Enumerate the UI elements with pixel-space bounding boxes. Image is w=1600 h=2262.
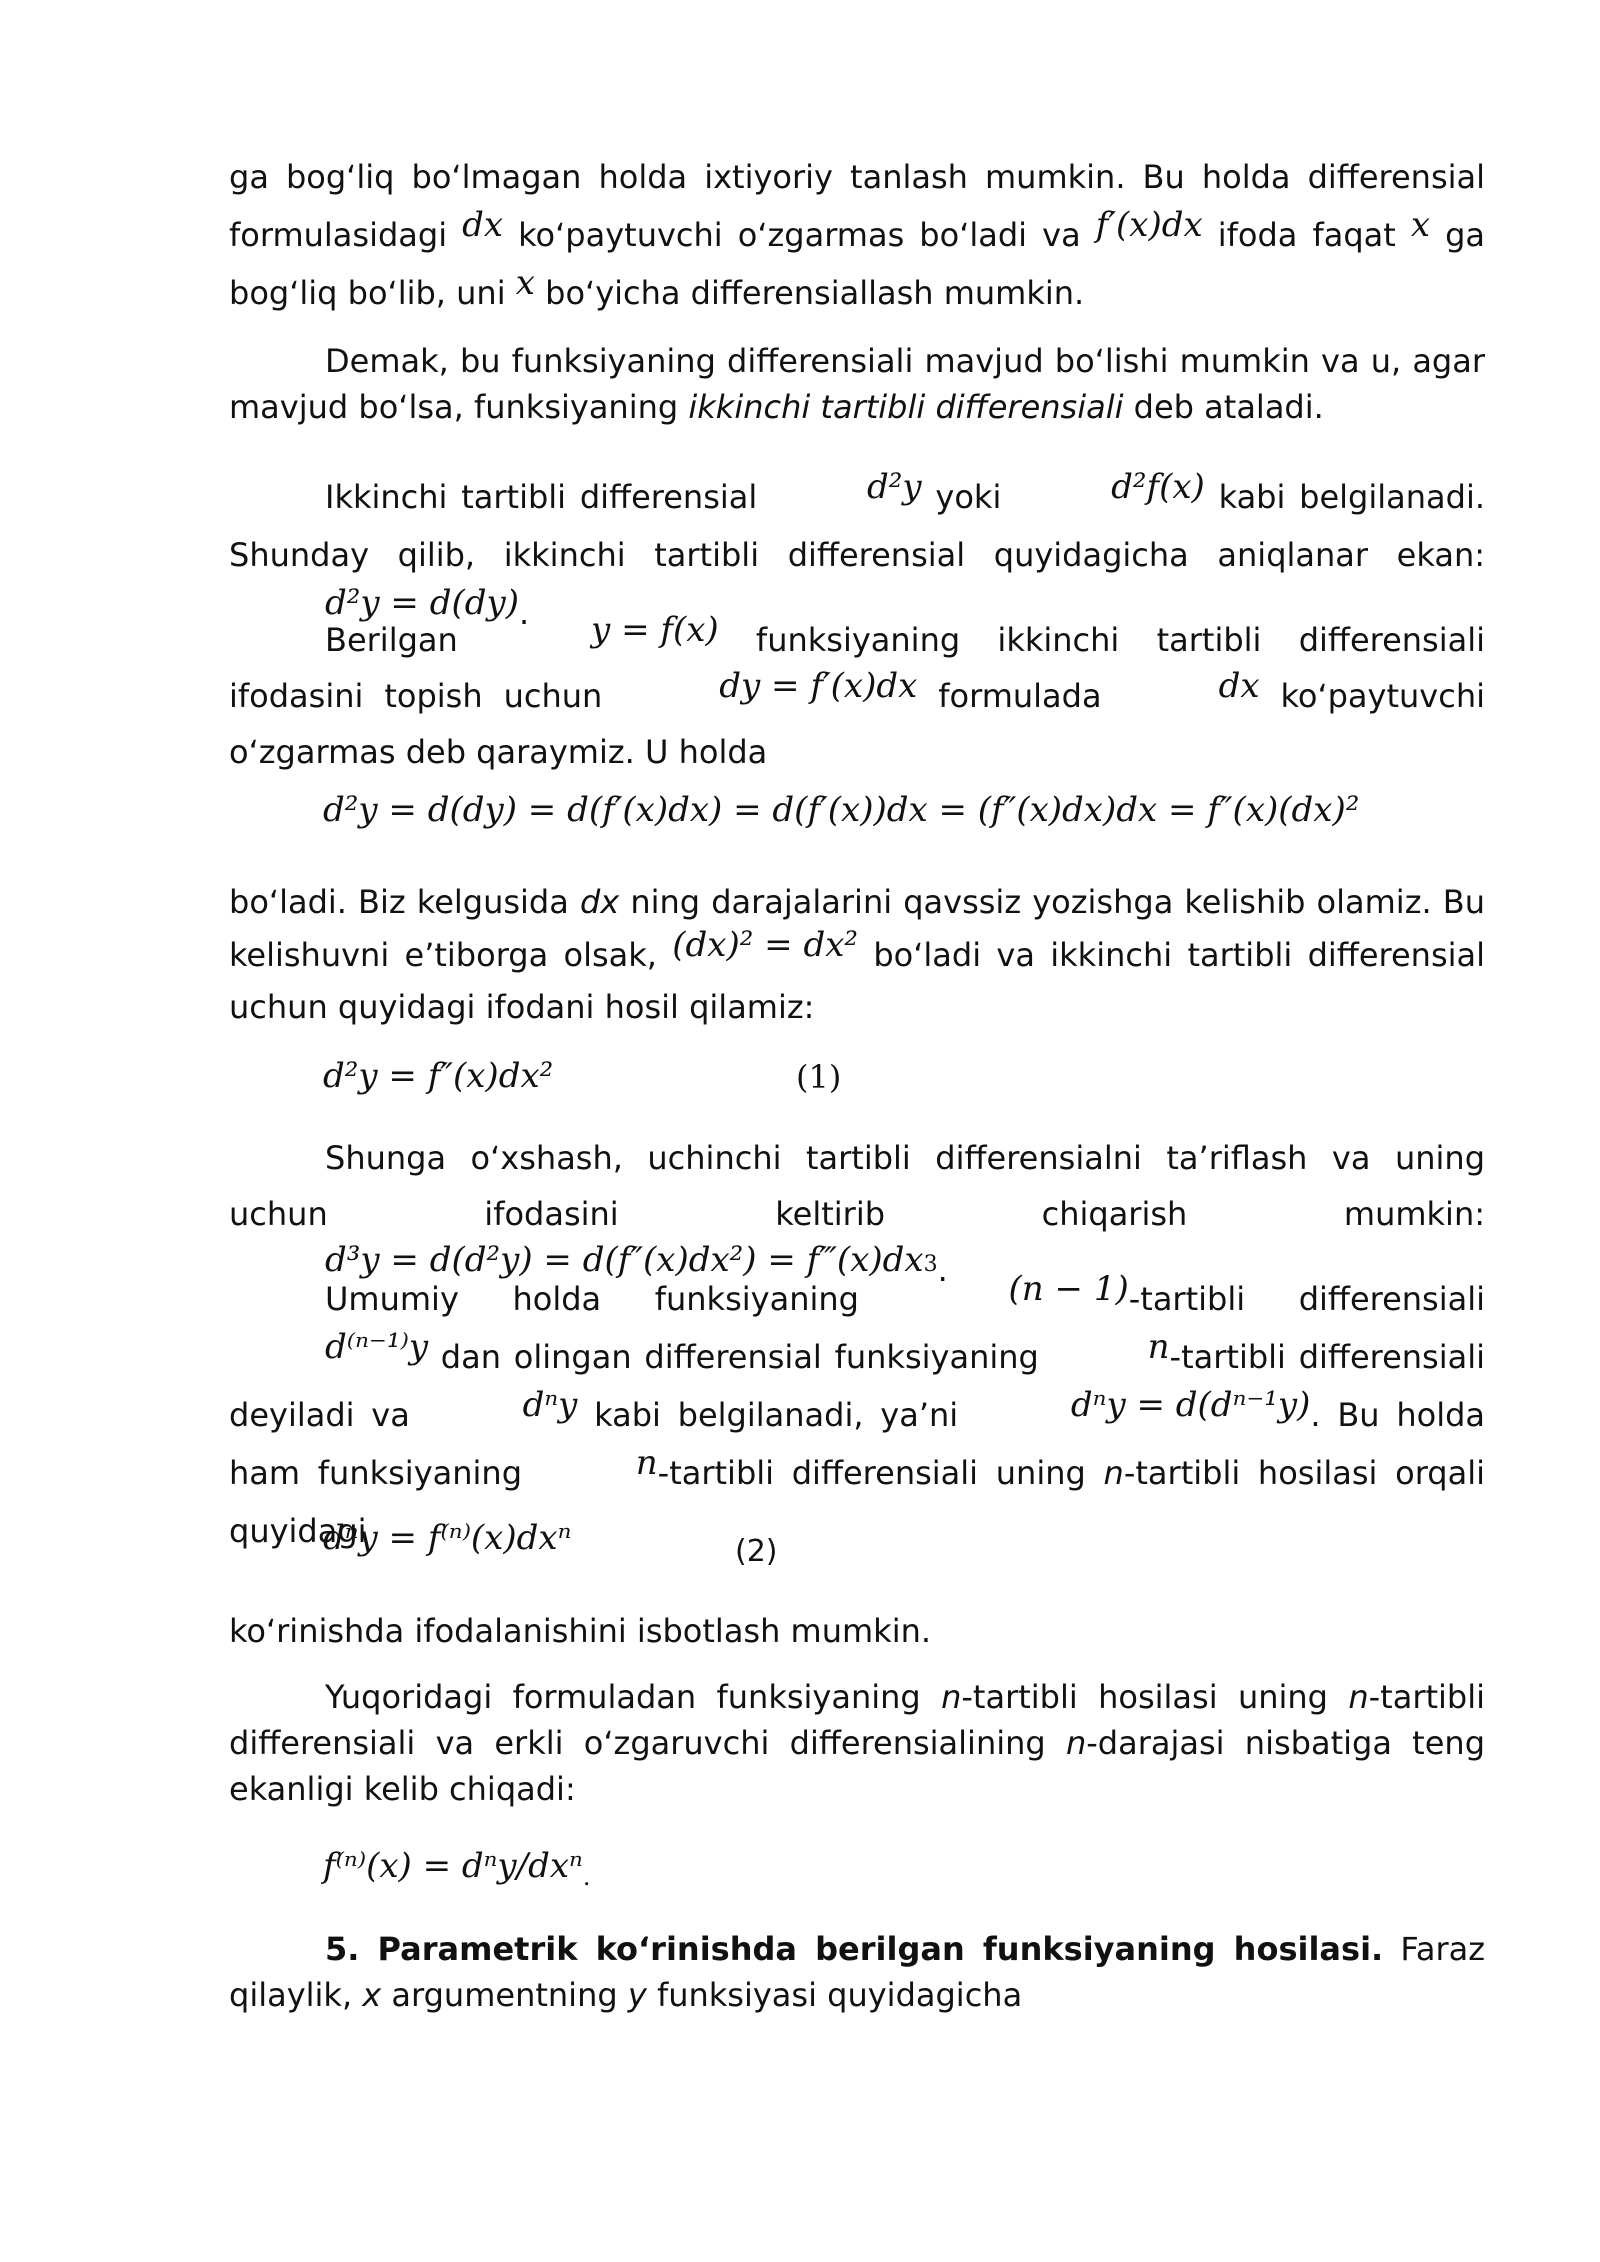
text: Faraz qilaylik,	[229, 1930, 1486, 2014]
text: Demak, bu funksiyaning differensiali mavjud bo‘lishi mumkin va u, agar mavjud bo‘lsa, funksiyaning	[229, 342, 1485, 426]
text: kabi belgilanadi, ya’ni	[577, 1396, 975, 1434]
punctuation: .	[582, 1863, 591, 1891]
math-inline: n	[635, 1443, 658, 1483]
formula-1: d²y = f″(x)dx²	[323, 1056, 554, 1096]
text: deb ataladi.	[1123, 388, 1324, 426]
text: ko‘paytuvchi o‘zgarmas deb qaraymiz. U holda	[229, 677, 1486, 771]
text: .	[518, 594, 530, 632]
italic-term: x	[362, 1976, 382, 2014]
text: Berilgan	[325, 621, 496, 659]
paragraph-5	[229, 876, 1485, 1033]
italic-term: y	[627, 1976, 647, 2014]
text: ko‘rinishda ifodalanishini isbotlash mumkin.	[229, 1612, 932, 1650]
italic-term: n	[941, 1678, 962, 1716]
text: yoki	[921, 478, 1016, 516]
italic-term: dx	[579, 883, 620, 921]
text: ko‘paytuvchi o‘zgarmas bo‘ladi va	[503, 216, 1096, 254]
math-inline: n	[1147, 1327, 1170, 1367]
math-expr: f⁽ⁿ⁾(x) = dⁿy/dxⁿ	[323, 1846, 583, 1886]
math-inline: dⁿy = d(dⁿ⁻¹y)	[1070, 1385, 1311, 1425]
text: Ikkinchi tartibli differensial	[325, 478, 772, 516]
paragraph-8	[229, 1602, 1485, 1660]
text: ga bog‘liq bo‘lib, uni	[229, 216, 1486, 312]
paragraph-10	[229, 1926, 1485, 2018]
math-inline: dy = f′(x)dx	[719, 666, 918, 706]
text: -tartibli hosilasi uning	[961, 1678, 1349, 1716]
math-expr: d³y = d(d²y) = d(f″(x)dx²) = f‴(x)dx	[325, 1240, 924, 1280]
text: .	[937, 1251, 948, 1289]
text: kabi belgilanadi. Shunday qilib, ikkinchi tartibli differensial quyidagicha aniqlanar ekan:	[229, 478, 1486, 574]
text: -tartibli differensiali va erkli o‘zgaruvchi differensialining	[229, 1678, 1486, 1762]
italic-term: n	[1103, 1454, 1124, 1492]
paragraph-7	[229, 1270, 1485, 1560]
math-inline: d⁽ⁿ⁻¹⁾y	[325, 1327, 429, 1367]
text: Shunga o‘xshash, uchinchi tartibli differensialni ta’riflash va uning uchun ifodasini keltirib chiqarish mumkin:	[229, 1139, 1485, 1233]
math-inline: dx	[462, 205, 504, 245]
paragraph-9	[229, 1674, 1485, 1812]
text: Yuqoridagi formuladan funksiyaning	[325, 1678, 942, 1716]
text: ning darajalarini qavssiz yozishga kelishib olamiz. Bu kelishuvni e’tiborga olsak,	[229, 883, 1486, 974]
equation-number-2: (2)	[735, 1534, 778, 1569]
text: bo‘yicha differensiallash mumkin.	[534, 274, 1085, 312]
math-inline: d²y	[867, 467, 922, 507]
italic-term: n	[1065, 1724, 1087, 1762]
text: formulada	[917, 677, 1123, 715]
math-inline: d²f(x)	[1111, 467, 1205, 507]
math-subscript: 3	[923, 1252, 938, 1277]
paragraph-1	[229, 148, 1485, 322]
equation-number-1: (1)	[796, 1058, 842, 1096]
text: bo‘ladi. Biz kelgusida	[229, 883, 580, 921]
math-inline: dⁿy	[522, 1385, 578, 1425]
math-inline: x	[1410, 205, 1431, 245]
math-inline: y = f(x)	[591, 610, 719, 650]
math-inline: x	[515, 263, 535, 303]
paragraph-4	[229, 612, 1485, 780]
formula-nth-derivative	[323, 1846, 590, 1891]
section-heading: 5. Parametrik ko‘rinishda berilgan funksiyaning hosilasi.	[325, 1930, 1384, 1968]
math-inline: f′(x)dx	[1095, 205, 1203, 245]
formula-second-differential: d²y = d(dy) = d(f′(x)dx) = d(f′(x))dx = (f″(x)dx)dx = f″(x)(dx)²	[323, 790, 1360, 830]
text: argumentning	[381, 1976, 628, 2014]
text: -tartibli differensiali uning	[657, 1454, 1104, 1492]
text: ifoda faqat	[1202, 216, 1411, 254]
text: -darajasi nisbatiga teng ekanligi kelib chiqadi:	[229, 1724, 1486, 1808]
math-inline: (n − 1)	[1008, 1269, 1129, 1309]
text: . Bu holda ham funksiyaning	[229, 1396, 1485, 1492]
math-inline: dx	[1218, 666, 1260, 706]
formula-2: dⁿy = f⁽ⁿ⁾(x)dxⁿ	[323, 1518, 572, 1558]
italic-term: ikkinchi tartibli differensiali	[688, 388, 1124, 426]
text: funksiyasi quyidagicha	[646, 1976, 1023, 2014]
italic-term: n	[1348, 1678, 1369, 1716]
paragraph-2	[229, 338, 1485, 430]
text: -tartibli differensiali	[1128, 1280, 1486, 1318]
math-inline: (dx)² = dx²	[672, 925, 859, 965]
text: -tartibli hosilasi orqali quyidagi	[229, 1454, 1486, 1550]
text: -tartibli differensiali deyiladi va	[229, 1338, 1486, 1434]
text: ga bog‘liq bo‘lmagan holda ixtiyoriy tanlash mumkin. Bu holda differensial formulasidagi	[229, 158, 1485, 254]
text: dan olingan differensial funksiyaning	[428, 1338, 1052, 1376]
text: funksiyaning ikkinchi tartibli differensiali ifodasini topish uchun	[229, 621, 1485, 715]
math-inline: d²y = d(dy)	[325, 583, 519, 623]
text: bo‘ladi va ikkinchi tartibli differensial uchun quyidagi ifodani hosil qilamiz:	[229, 936, 1486, 1026]
text: Umumiy holda funksiyaning	[325, 1280, 913, 1318]
